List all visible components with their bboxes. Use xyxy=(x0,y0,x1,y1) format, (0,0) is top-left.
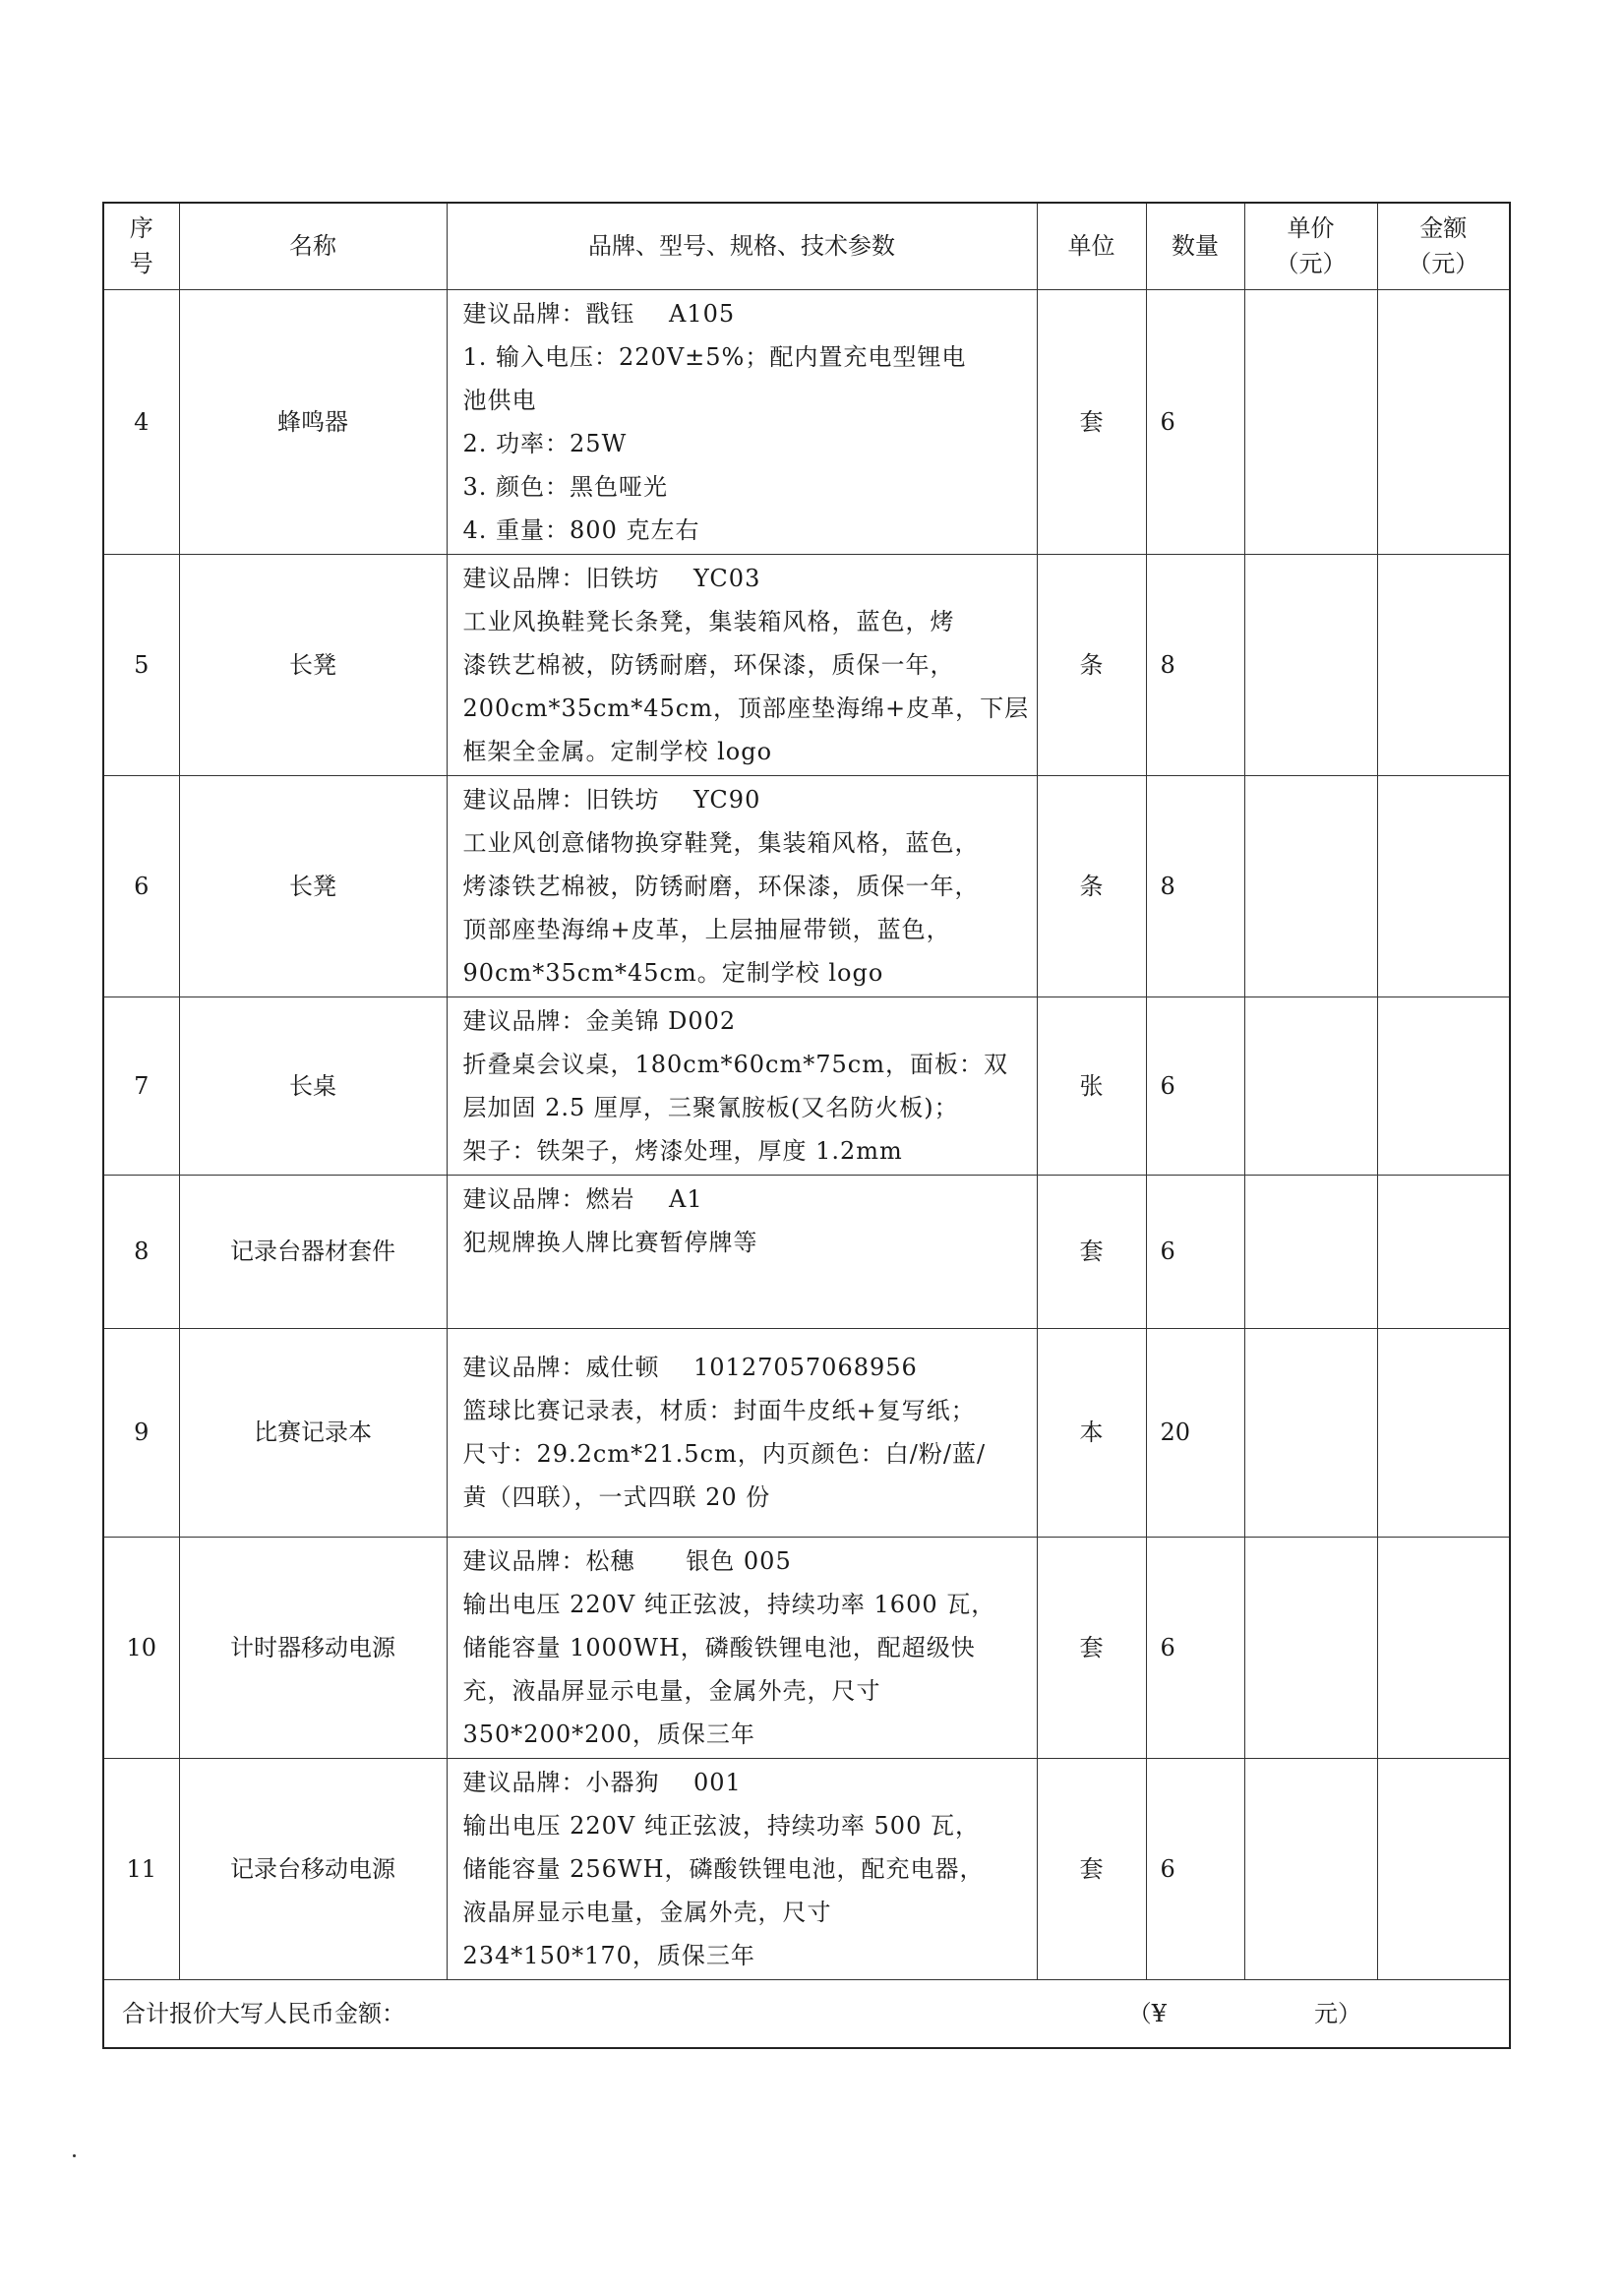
table-row xyxy=(103,1537,1510,1758)
spec-line: 黄（四联），一式四联 20 份 xyxy=(462,1483,771,1511)
header-seq-line2: 号 xyxy=(129,250,153,278)
row-spec xyxy=(447,554,1037,775)
spec-line: 折叠桌会议桌，180cm*60cm*75cm，面板：双 xyxy=(462,1050,1008,1078)
row-unit: 条 xyxy=(1037,775,1146,997)
row-qty: 6 xyxy=(1146,997,1244,1175)
spec-line: 建议品牌：威仕顿 10127057068956 xyxy=(462,1354,918,1381)
row-spec xyxy=(447,997,1037,1175)
spec-line: 尺寸：29.2cm*21.5cm，内页颜色：白/粉/蓝/ xyxy=(462,1440,987,1468)
row-name: 蜂鸣器 xyxy=(179,289,447,554)
spec-line: 3. 颜色：黑色哑光 xyxy=(462,472,669,501)
row-spec xyxy=(447,1537,1037,1758)
spec-line: 篮球比赛记录表，材质：封面牛皮纸+复写纸； xyxy=(462,1397,976,1424)
table-row xyxy=(103,289,1510,554)
row-unit: 套 xyxy=(1037,1537,1146,1758)
row-unit-price[interactable] xyxy=(1244,1758,1377,1979)
row-qty: 6 xyxy=(1146,1758,1244,1979)
table-row xyxy=(103,775,1510,997)
total-currency-close: 元） xyxy=(1314,1999,1361,2027)
spec-line: 4. 重量：800 克左右 xyxy=(462,515,700,544)
row-seq: 6 xyxy=(103,775,179,997)
spec-line: 框架全金属。定制学校 logo xyxy=(462,737,773,765)
row-unit: 张 xyxy=(1037,997,1146,1175)
row-seq: 8 xyxy=(103,1175,179,1328)
row-amount[interactable] xyxy=(1377,775,1510,997)
row-unit: 套 xyxy=(1037,1175,1146,1328)
header-seq xyxy=(103,203,179,289)
table-body xyxy=(103,289,1510,2048)
total-cell xyxy=(103,1979,1510,2048)
header-amount-line2: （元） xyxy=(1408,250,1479,278)
spec-line: 建议品牌：燃岩 A1 xyxy=(462,1184,703,1213)
spec-line: 层加固 2.5 厘厚，三聚氰胺板(又名防火板)； xyxy=(462,1093,959,1121)
row-qty: 6 xyxy=(1146,1537,1244,1758)
spec-line: 输出电压 220V 纯正弦波，持续功率 1600 瓦， xyxy=(462,1590,996,1618)
row-amount[interactable] xyxy=(1377,1758,1510,1979)
header-amount xyxy=(1377,203,1510,289)
row-name: 长凳 xyxy=(179,775,447,997)
row-unit: 套 xyxy=(1037,289,1146,554)
row-unit-price[interactable] xyxy=(1244,775,1377,997)
spec-line: 建议品牌：旧铁坊 YC03 xyxy=(462,564,761,592)
row-name: 长凳 xyxy=(179,554,447,775)
header-name: 名称 xyxy=(179,203,447,289)
row-seq: 7 xyxy=(103,997,179,1175)
row-spec xyxy=(447,1758,1037,1979)
spec-line: 烤漆铁艺棉被，防锈耐磨，环保漆，质保一年， xyxy=(462,872,980,900)
row-qty: 8 xyxy=(1146,775,1244,997)
spec-line: 建议品牌：松穗 银色 005 xyxy=(462,1546,792,1575)
row-qty: 6 xyxy=(1146,1175,1244,1328)
total-row xyxy=(103,1979,1510,2048)
header-unit-price-line1: 单价 xyxy=(1287,214,1335,243)
row-seq: 9 xyxy=(103,1328,179,1537)
spec-line: 建议品牌：小器狗 001 xyxy=(462,1768,742,1796)
header-seq-line1: 序 xyxy=(129,214,153,243)
row-seq: 11 xyxy=(103,1758,179,1979)
row-seq: 5 xyxy=(103,554,179,775)
header-qty: 数量 xyxy=(1146,203,1244,289)
table-row xyxy=(103,554,1510,775)
spec-line: 储能容量 1000WH，磷酸铁锂电池，配超级快 xyxy=(462,1633,976,1661)
row-spec xyxy=(447,1175,1037,1328)
row-amount[interactable] xyxy=(1377,289,1510,554)
spec-line: 200cm*35cm*45cm，顶部座垫海绵+皮革，下层 xyxy=(462,694,1030,722)
table-row xyxy=(103,1175,1510,1328)
row-qty: 20 xyxy=(1146,1328,1244,1537)
row-qty: 6 xyxy=(1146,289,1244,554)
row-name: 记录台器材套件 xyxy=(179,1175,447,1328)
row-name: 计时器移动电源 xyxy=(179,1537,447,1758)
spec-line: 建议品牌：戬钰 A105 xyxy=(462,299,736,328)
spec-line: 充，液晶屏显示电量，金属外壳，尺寸 xyxy=(462,1676,881,1705)
spec-line: 输出电压 220V 纯正弦波，持续功率 500 瓦， xyxy=(462,1811,980,1840)
spec-line: 架子：铁架子，烤漆处理，厚度 1.2mm xyxy=(462,1136,903,1165)
row-unit: 本 xyxy=(1037,1328,1146,1537)
row-seq: 10 xyxy=(103,1537,179,1758)
spec-line: 工业风换鞋凳长条凳，集装箱风格，蓝色，烤 xyxy=(462,607,955,635)
row-seq: 4 xyxy=(103,289,179,554)
row-unit-price[interactable] xyxy=(1244,1175,1377,1328)
row-spec xyxy=(447,1328,1037,1537)
row-name: 长桌 xyxy=(179,997,447,1175)
header-amount-line1: 金额 xyxy=(1419,214,1468,243)
row-amount[interactable] xyxy=(1377,1328,1510,1537)
spec-line: 储能容量 256WH，磷酸铁锂电池，配充电器， xyxy=(462,1854,985,1883)
total-label: 合计报价大写人民币金额： xyxy=(122,1999,405,2027)
spec-line: 234*150*170，质保三年 xyxy=(462,1941,755,1969)
total-currency xyxy=(1128,1992,1361,2035)
spec-line: 350*200*200，质保三年 xyxy=(462,1720,755,1748)
row-unit-price[interactable] xyxy=(1244,997,1377,1175)
spec-line: 池供电 xyxy=(462,386,537,414)
spec-line: 2. 功率：25W xyxy=(462,429,628,457)
row-qty: 8 xyxy=(1146,554,1244,775)
spec-line: 90cm*35cm*45cm。定制学校 logo xyxy=(462,958,884,987)
header-unit: 单位 xyxy=(1037,203,1146,289)
row-amount[interactable] xyxy=(1377,997,1510,1175)
row-amount[interactable] xyxy=(1377,1537,1510,1758)
table-row xyxy=(103,1328,1510,1537)
row-unit: 套 xyxy=(1037,1758,1146,1979)
row-unit-price[interactable] xyxy=(1244,289,1377,554)
header-row xyxy=(103,203,1510,289)
header-unit-price-line2: （元） xyxy=(1275,250,1347,278)
quotation-table xyxy=(102,202,1511,2049)
header-spec: 品牌、型号、规格、技术参数 xyxy=(447,203,1037,289)
row-unit-price[interactable] xyxy=(1244,1328,1377,1537)
header-unit-price xyxy=(1244,203,1377,289)
row-unit: 条 xyxy=(1037,554,1146,775)
row-amount[interactable] xyxy=(1377,554,1510,775)
spec-line: 建议品牌：金美锦 D002 xyxy=(462,1006,737,1035)
spec-line: 1. 输入电压：220V±5%；配内置充电型锂电 xyxy=(462,342,967,371)
table-row xyxy=(103,1758,1510,1979)
row-name: 比赛记录本 xyxy=(179,1328,447,1537)
total-currency-open: （¥ xyxy=(1127,1999,1167,2027)
spec-line: 顶部座垫海绵+皮革，上层抽屉带锁，蓝色， xyxy=(462,915,951,943)
row-spec xyxy=(447,775,1037,997)
row-spec xyxy=(447,289,1037,554)
table-row xyxy=(103,997,1510,1175)
row-unit-price[interactable] xyxy=(1244,1537,1377,1758)
scan-speck xyxy=(73,2154,76,2157)
spec-line: 犯规牌换人牌比赛暂停牌等 xyxy=(462,1228,758,1256)
spec-line: 建议品牌：旧铁坊 YC90 xyxy=(462,785,761,814)
spec-line: 液晶屏显示电量，金属外壳，尺寸 xyxy=(462,1898,832,1926)
spec-line: 漆铁艺棉被，防锈耐磨，环保漆，质保一年， xyxy=(462,650,955,679)
row-name: 记录台移动电源 xyxy=(179,1758,447,1979)
spec-line: 工业风创意储物换穿鞋凳，集装箱风格，蓝色， xyxy=(462,828,980,857)
row-amount[interactable] xyxy=(1377,1175,1510,1328)
row-unit-price[interactable] xyxy=(1244,554,1377,775)
